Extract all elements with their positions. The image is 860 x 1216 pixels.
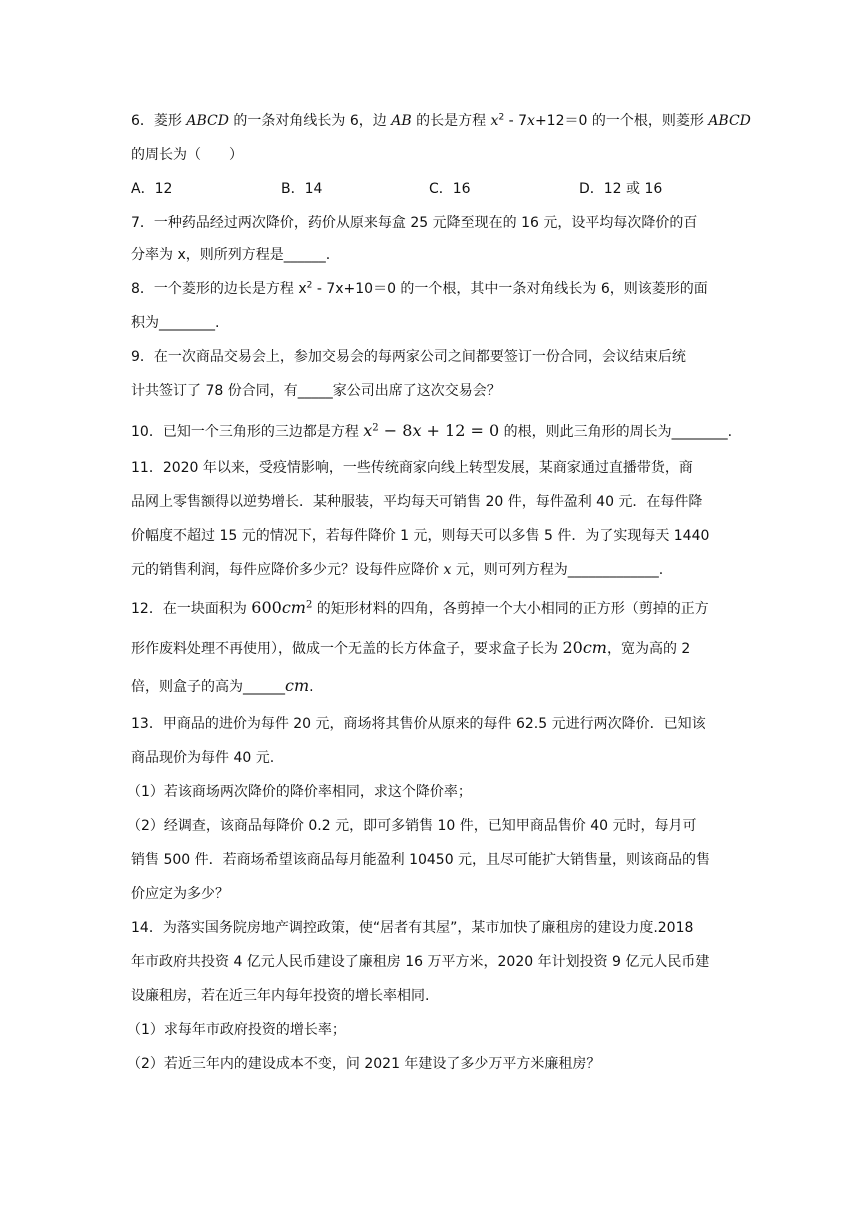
q14-line1: 14．为落实国务院房地产调控政策，使“居者有其屋”，某市加快了廉租房的建设力度.2018 (131, 920, 694, 936)
q7-line1: 7．一种药品经过两次降价，药价从原来每盒 25 元降至现在的 16 元，设平均每次降价的百 (131, 215, 698, 231)
q8-line1: 8．一个菱形的边长是方程 $x^2 - 7x+10=0$ 的一个根，其中一条对角线长为 6，则该菱形的面 (131, 280, 708, 297)
q6-option-c: C．16 (429, 181, 471, 197)
q13-part1: （1）若该商场两次降价的降价率相同，求这个降价率； (127, 784, 472, 800)
q13-part2-line3: 价应定为多少？ (131, 886, 229, 902)
q14-line3: 设廉租房，若在近三年内每年投资的增长率相同. (131, 988, 430, 1004)
q11-line2: 品网上零售额得以逆势增长．某种服装，平均每天可销售 20 件，每件盈利 40 元．在每件降 (131, 494, 703, 510)
q13-part2-line2: 销售 500 件．若商场希望该商品每月能盈利 10450 元，且尽可能扩大销售量，则该商品的售 (131, 852, 711, 868)
q6-line2: 的周长为（ ） (131, 147, 243, 163)
q13-part2-line1: （2）经调查，该商品每降价 0.2 元，即可多销售 10 件，已知甲商品售价 40 元时，每月可 (127, 818, 697, 834)
q6-option-b: B．14 (281, 181, 323, 197)
q14-part2: （2）若近三年内的建设成本不变，问 2021 年建设了多少万平方米廉租房？ (127, 1056, 601, 1072)
q7-line2: 分率为 x，则所列方程是______. (131, 247, 331, 263)
q9-line1: 9．在一次商品交易会上，参加交易会的每两家公司之间都要签订一份合同，会议结束后统 (131, 349, 686, 365)
q12-line1: 12．在一块面积为 $600cm^2$ 的矩形材料的四角，各剪掉一个大小相同的正方形（剪掉的正方 (131, 598, 709, 617)
q12-line3: 倍，则盒子的高为______cm. (131, 676, 314, 695)
q11-line1: 11．2020 年以来，受疫情影响，一些传统商家向线上转型发展，某商家通过直播带货，商 (131, 460, 693, 476)
q13-line1: 13．甲商品的进价为每件 20 元，商场将其售价从原来的每件 62.5 元进行两次降价．已知该 (131, 716, 706, 732)
q9-line2: 计共签订了 78 份合同，有_____家公司出席了这次交易会？ (131, 383, 501, 399)
q6-option-d: D．12 或 16 (579, 181, 663, 197)
q6-option-a: A．12 (131, 181, 173, 197)
q8-line2: 积为________. (131, 315, 220, 331)
q11-line4: 元的销售利润，每件应降价多少元？设每件应降价 x 元，则可列方程为_____________. (131, 562, 664, 578)
q14-line2: 年市政府共投资 4 亿元人民币建设了廉租房 16 万平方米，2020 年计划投资 9 亿元人民币建 (131, 954, 710, 970)
q11-line3: 价幅度不超过 15 元的情况下，若每件降价 1 元，则每天可以多售 5 件．为了实现每天 1440 (131, 528, 710, 544)
q10-line: 10．已知一个三角形的三边都是方程 $x^2 - 8x + 12 = 0$ 的根，则此三角形的周长为________. (131, 421, 733, 440)
q12-line2: 形作废料处理不再使用），做成一个无盖的长方体盒子，要求盒子长为 20cm，宽为高的 2 (131, 638, 691, 657)
q13-line2: 商品现价为每件 40 元. (131, 750, 275, 766)
q6-line1: 6．菱形 ABCD 的一条对角线长为 6，边 AB 的长是方程 $x^2 - 7x+12=0$ 的一个根，则菱形 ABCD (131, 112, 751, 129)
q14-part1: （1）求每年市政府投资的增长率； (127, 1022, 346, 1038)
